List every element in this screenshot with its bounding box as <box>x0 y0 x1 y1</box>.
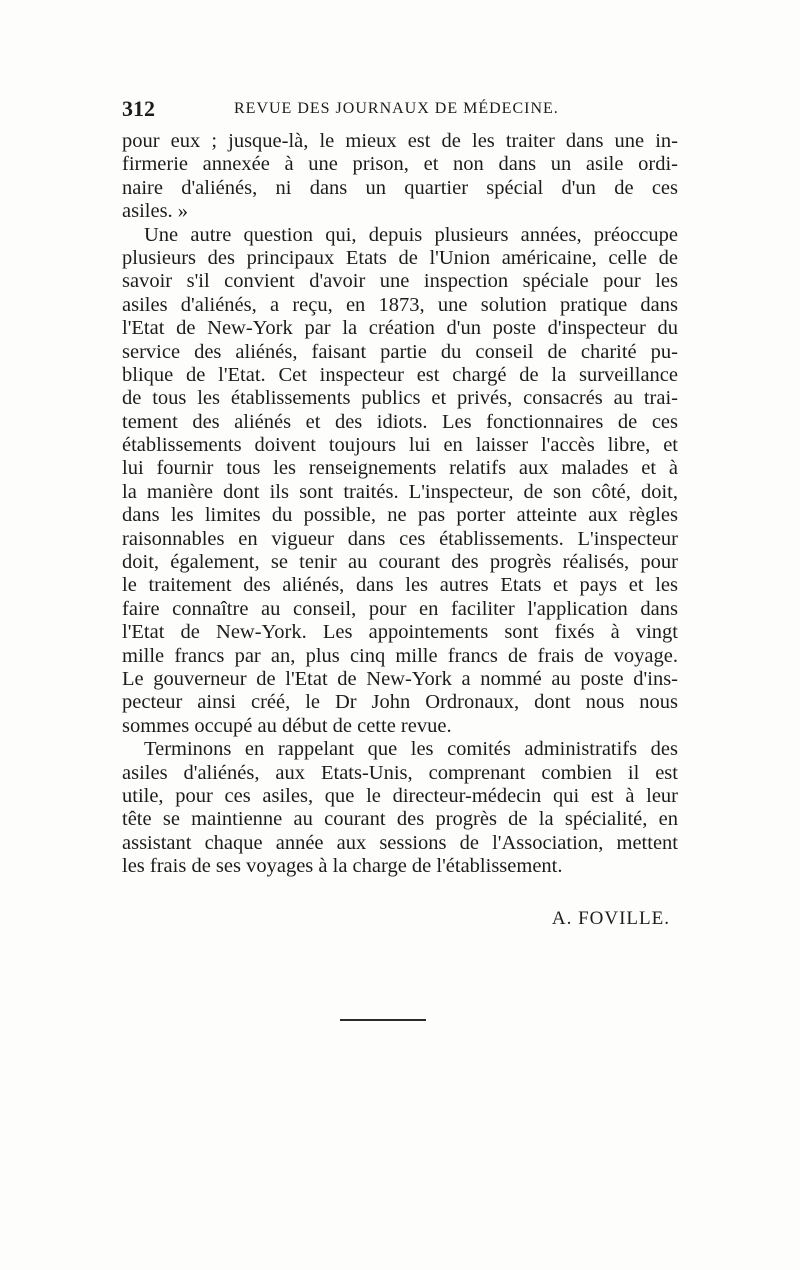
text-line: naire d'aliénés, ni dans un quartier spécial d'un de ces <box>122 176 678 199</box>
text-line: lui fournir tous les renseignements relatifs aux malades et à <box>122 457 678 480</box>
text-line: faire connaître au conseil, pour en faciliter l'application dans <box>122 597 678 620</box>
text-line: mille francs par an, plus cinq mille francs de frais de voyage. <box>122 644 678 667</box>
text-line: les frais de ses voyages à la charge de l'établissement. <box>122 855 563 878</box>
paragraph <box>122 224 678 739</box>
text-line: tête se maintienne au courant des progrès de la spécialité, en <box>122 808 678 831</box>
text-line: raisonnables en vigueur dans ces établissements. L'inspecteur <box>122 527 678 550</box>
paragraph <box>122 130 678 224</box>
text-line: asiles. » <box>122 200 189 223</box>
text-line: le traitement des aliénés, dans les autres Etats et pays et les <box>122 574 678 597</box>
paragraph <box>122 738 678 878</box>
text-line: pecteur ainsi créé, le Dr John Ordronaux, dont nous nous <box>122 691 678 714</box>
text-line: service des aliénés, faisant partie du conseil de charité pu- <box>122 340 678 363</box>
text-line: plusieurs des principaux Etats de l'Union américaine, celle de <box>122 246 678 269</box>
text-line: tement des aliénés et des idiots. Les fonctionnaires de ces <box>122 410 678 433</box>
text-line: Terminons en rappelant que les comités administratifs des <box>144 738 678 761</box>
text-line: l'Etat de New-York par la création d'un poste d'inspecteur du <box>122 317 678 340</box>
section-divider <box>340 1019 426 1021</box>
text-line: utile, pour ces asiles, que le directeur-médecin qui est à leur <box>122 784 678 807</box>
text-line: blique de l'Etat. Cet inspecteur est chargé de la surveillance <box>122 363 678 386</box>
text-line: de tous les établissements publics et privés, consacrés au trai- <box>122 387 678 410</box>
page-header <box>122 96 678 126</box>
text-line: assistant chaque année aux sessions de l'Association, mettent <box>122 831 678 854</box>
author-signature: A. FOVILLE. <box>551 908 670 929</box>
text-line: Le gouverneur de l'Etat de New-York a nommé au poste d'ins- <box>122 667 678 690</box>
text-line: asiles d'aliénés, aux Etats-Unis, comprenant combien il est <box>122 761 678 784</box>
running-head: REVUE DES JOURNAUX DE MÉDECINE. <box>234 100 559 117</box>
text-line: dans les limites du possible, ne pas porter atteinte aux règles <box>122 504 678 527</box>
page-number: 312 <box>122 96 155 121</box>
text-line: la manière dont ils sont traités. L'inspecteur, de son côté, doit, <box>122 480 678 503</box>
text-line: Une autre question qui, depuis plusieurs années, préoccupe <box>144 223 678 246</box>
text-line: asiles d'aliénés, a reçu, en 1873, une solution pratique dans <box>122 293 678 316</box>
text-line: sommes occupé au début de cette revue. <box>122 714 452 737</box>
text-line: doit, également, se tenir au courant des progrès réalisés, pour <box>122 551 678 574</box>
text-line: firmerie annexée à une prison, et non dans un asile ordi- <box>122 153 678 176</box>
body-text <box>122 130 678 879</box>
text-line: pour eux ; jusque-là, le mieux est de les traiter dans une in- <box>122 130 678 152</box>
text-line: savoir s'il convient d'avoir une inspection spéciale pour les <box>122 270 678 293</box>
text-line: établissements doivent toujours lui en laisser l'accès libre, et <box>122 434 678 457</box>
text-line: l'Etat de New-York. Les appointements sont fixés à vingt <box>122 621 678 644</box>
